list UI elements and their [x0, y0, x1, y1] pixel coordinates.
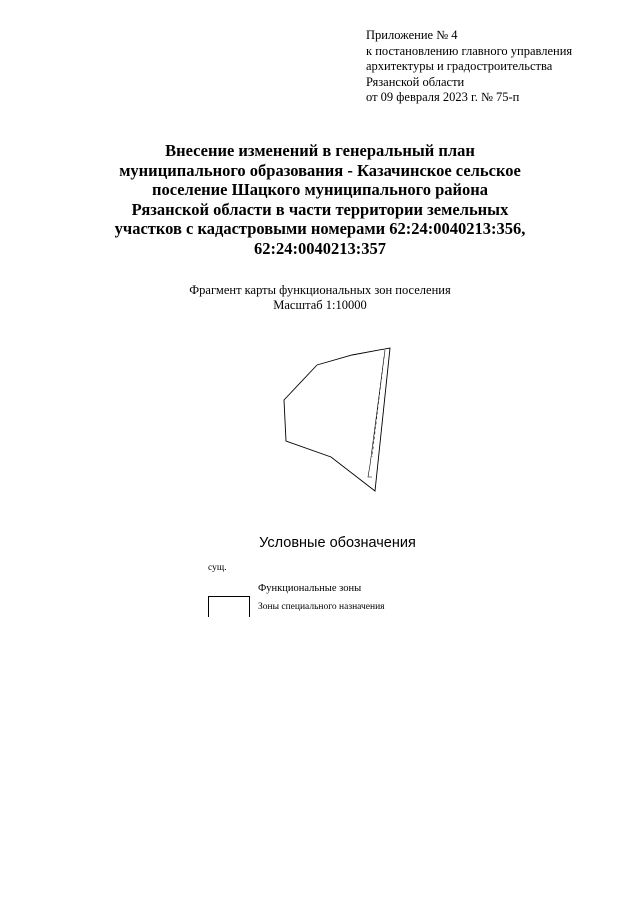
title-line-5: участков с кадастровыми номерами 62:24:0040213:356,: [114, 219, 526, 238]
map-scale-label: Масштаб 1:10000: [273, 298, 367, 312]
map-caption: [150, 283, 490, 313]
appendix-line-5: от 09 февраля 2023 г. № 75-п: [366, 90, 520, 104]
legend-title: Условные обозначения: [259, 535, 416, 551]
map-fragment-label: Фрагмент карты функциональных зон поселения: [189, 283, 451, 297]
title-line-1: Внесение изменений в генеральный план: [165, 141, 475, 160]
appendix-block: [366, 28, 626, 106]
title-line-4: Рязанской области в части территории земельных: [131, 199, 509, 219]
map-fragment: [280, 345, 400, 500]
title-line-6: 62:24:0040213:357: [254, 238, 386, 258]
title-line-2: муниципального образования - Казачинское сельское: [119, 160, 521, 180]
document-title: [110, 141, 530, 258]
appendix-line-3: архитектуры и градостроительства: [366, 59, 553, 73]
appendix-line-2: к постановлению главного управления: [366, 43, 573, 58]
title-line-3: поселение Шацкого муниципального района: [151, 180, 489, 199]
legend-functional-zones-label: Функциональные зоны: [258, 583, 362, 594]
appendix-line-4: Рязанской области: [366, 74, 465, 89]
land-parcel-outline: [284, 348, 390, 491]
legend-special-zone-label: Зоны специального назначения: [258, 602, 385, 612]
appendix-line-1: Приложение № 4: [366, 28, 458, 42]
legend-existing-label: сущ.: [208, 563, 227, 573]
legend-special-zone-swatch: [208, 596, 250, 617]
land-parcel-boundary-dashed: [372, 357, 384, 457]
